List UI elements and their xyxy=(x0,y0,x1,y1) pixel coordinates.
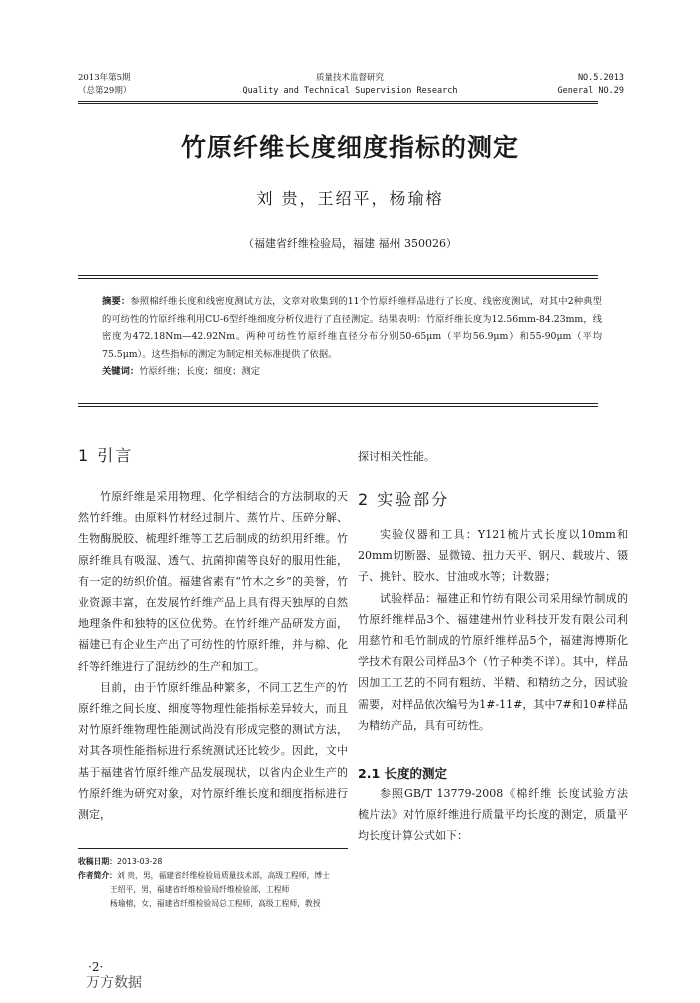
paper-title: 竹原纤维长度细度指标的测定 xyxy=(180,133,519,162)
abstract-label: 摘要： xyxy=(102,296,131,307)
intro-continuation: 探讨相关性能。 xyxy=(358,450,435,463)
bio-label: 作者简介： xyxy=(78,871,117,880)
intro-paragraph-2: 目前，由于竹原纤维品种繁多，不同工艺生产的竹原纤维之间长度、细度等物理性能指标差异较大，而且对竹原纤维物理性能测试尚没有形成完整的测试方法，对其各项性能指标进行系统测试还比较少。因此，文中基于福建省竹原纤维产品发展现状，以省内企业生产的竹原纤维为研究对象，对竹原纤维长度和细度指标进行测定， xyxy=(78,680,348,822)
abstract-text: 参照棉纤维长度和线密度测试方法，文章对收集到的11个竹原纤维样品进行了长度、线密度测试，对其中2种典型的可纺性的竹原纤维利用CU-6型纤维细度分析仪进行了直径测定。结果表明：竹原纤维长度为12.56mm-84.23mm，线密度为472.18Nm—42.92Nm。两种可纺性竹原纤维直径分布分别50-65μm（平均56.9μm）和55-90μm（平均75.5μm）。这些指标的测定为制定相关标准提供了依据。 xyxy=(102,296,602,360)
paper-affiliation: （福建省纤维检验局，福建 福州 350026） xyxy=(243,237,457,250)
received-value: 2013-03-28 xyxy=(116,857,163,866)
journal-total-issue: （总第29期） xyxy=(78,86,132,96)
length-method-text xyxy=(358,783,628,847)
section-1-heading: 1 引言 xyxy=(78,446,134,465)
abstract-rule-top xyxy=(78,275,598,276)
header-rule xyxy=(78,101,598,102)
header-rule-2 xyxy=(78,103,598,104)
keywords: 竹原纤维；长度；细度；测定 xyxy=(139,366,261,378)
received-date xyxy=(78,855,162,869)
footnote-rule xyxy=(78,848,348,849)
journal-name-cn: 质量技术监督研究 xyxy=(315,73,384,83)
intro-paragraph-1: 竹原纤维是采用物理、化学相结合的方法制取的天然竹纤维。由原料竹材经过制片、蒸竹片、压碎分解、生物酶脱胶、梳理纤维等工艺后制成的纺织用纤维。竹原纤维具有吸湿、透气、抗菌抑菌等良好的服用性能，有一定的纺织价值。福建省素有“竹木之乡”的美誉，竹业资源丰富，在发展竹纤维产品上具有得天独厚的自然地理条件和独特的区位优势。在竹纤维产品研发方面，福建已有企业生产出了可纺性的竹原纤维，并与棉、化纤等纤维进行了混纺纱的生产和加工。 xyxy=(78,490,348,673)
abstract xyxy=(102,293,602,381)
abstract-rule-top-2 xyxy=(78,278,598,279)
keywords-label: 关键词： xyxy=(102,366,140,378)
left-column-body xyxy=(78,486,348,825)
section-2-heading: 2 实验部分 xyxy=(358,490,450,509)
author-bio xyxy=(78,869,330,883)
section-1-continuation xyxy=(358,446,628,467)
bio-author-1: 刘 贵，男，福建省纤维检验局质量技术部，高级工程师，博士 xyxy=(116,871,330,880)
journal-name-en: Quality and Technical Supervision Research xyxy=(242,86,458,96)
general-number: General NO.29 xyxy=(557,86,624,96)
watermark: 万方数据 xyxy=(86,975,142,991)
right-column-body xyxy=(358,524,628,736)
subsection-2-1-heading: 2.1 长度的测定 xyxy=(358,766,447,781)
abstract-rule-bottom xyxy=(78,403,598,404)
page-number: ·2· xyxy=(88,960,104,974)
samples-paragraph: 试验样品：福建正和竹纺有限公司采用绿竹制成的竹原纤维样品3个、福建建州竹业科技开发有限公司利用慈竹和毛竹制成的竹原纤维样品5个，福建海博斯化学技术有限公司样品3个（竹子种类不详）。其中，样品因加工工艺的不同有粗纺、半精、和精纺之分，因试验需要，对样品依次编号为1#-11#，其中7#和10#样品为精纺产品，具有可纺性。 xyxy=(358,591,628,732)
received-label: 收稿日期： xyxy=(78,857,117,866)
paper-authors: 刘 贵，王绍平，杨瑜榕 xyxy=(256,189,444,208)
journal-issue: 2013年第5期 xyxy=(78,73,131,83)
abstract-rule-bottom-2 xyxy=(78,406,598,407)
bio-author-2: 王绍平，男，福建省纤维检验局纤维检验部，工程师 xyxy=(110,885,290,894)
issue-number: NO.5.2013 xyxy=(577,73,624,83)
length-paragraph: 参照GB/T 13779-2008《棉纤维 长度试验方法 梳片法》对竹原纤维进行质量平均长度的测定，质量平均长度计算公式如下： xyxy=(358,787,628,843)
bio-author-3: 杨瑜榕，女，福建省纤维检验局总工程师，高级工程师，教授 xyxy=(110,899,321,908)
instruments-paragraph: 实验仪器和工具：Y121梳片式长度以10mm和20mm切断器、显微镜、扭力天平、钢尺、载玻片、镊子、挑针、胶水、甘油或水等；计数器； xyxy=(358,528,628,584)
